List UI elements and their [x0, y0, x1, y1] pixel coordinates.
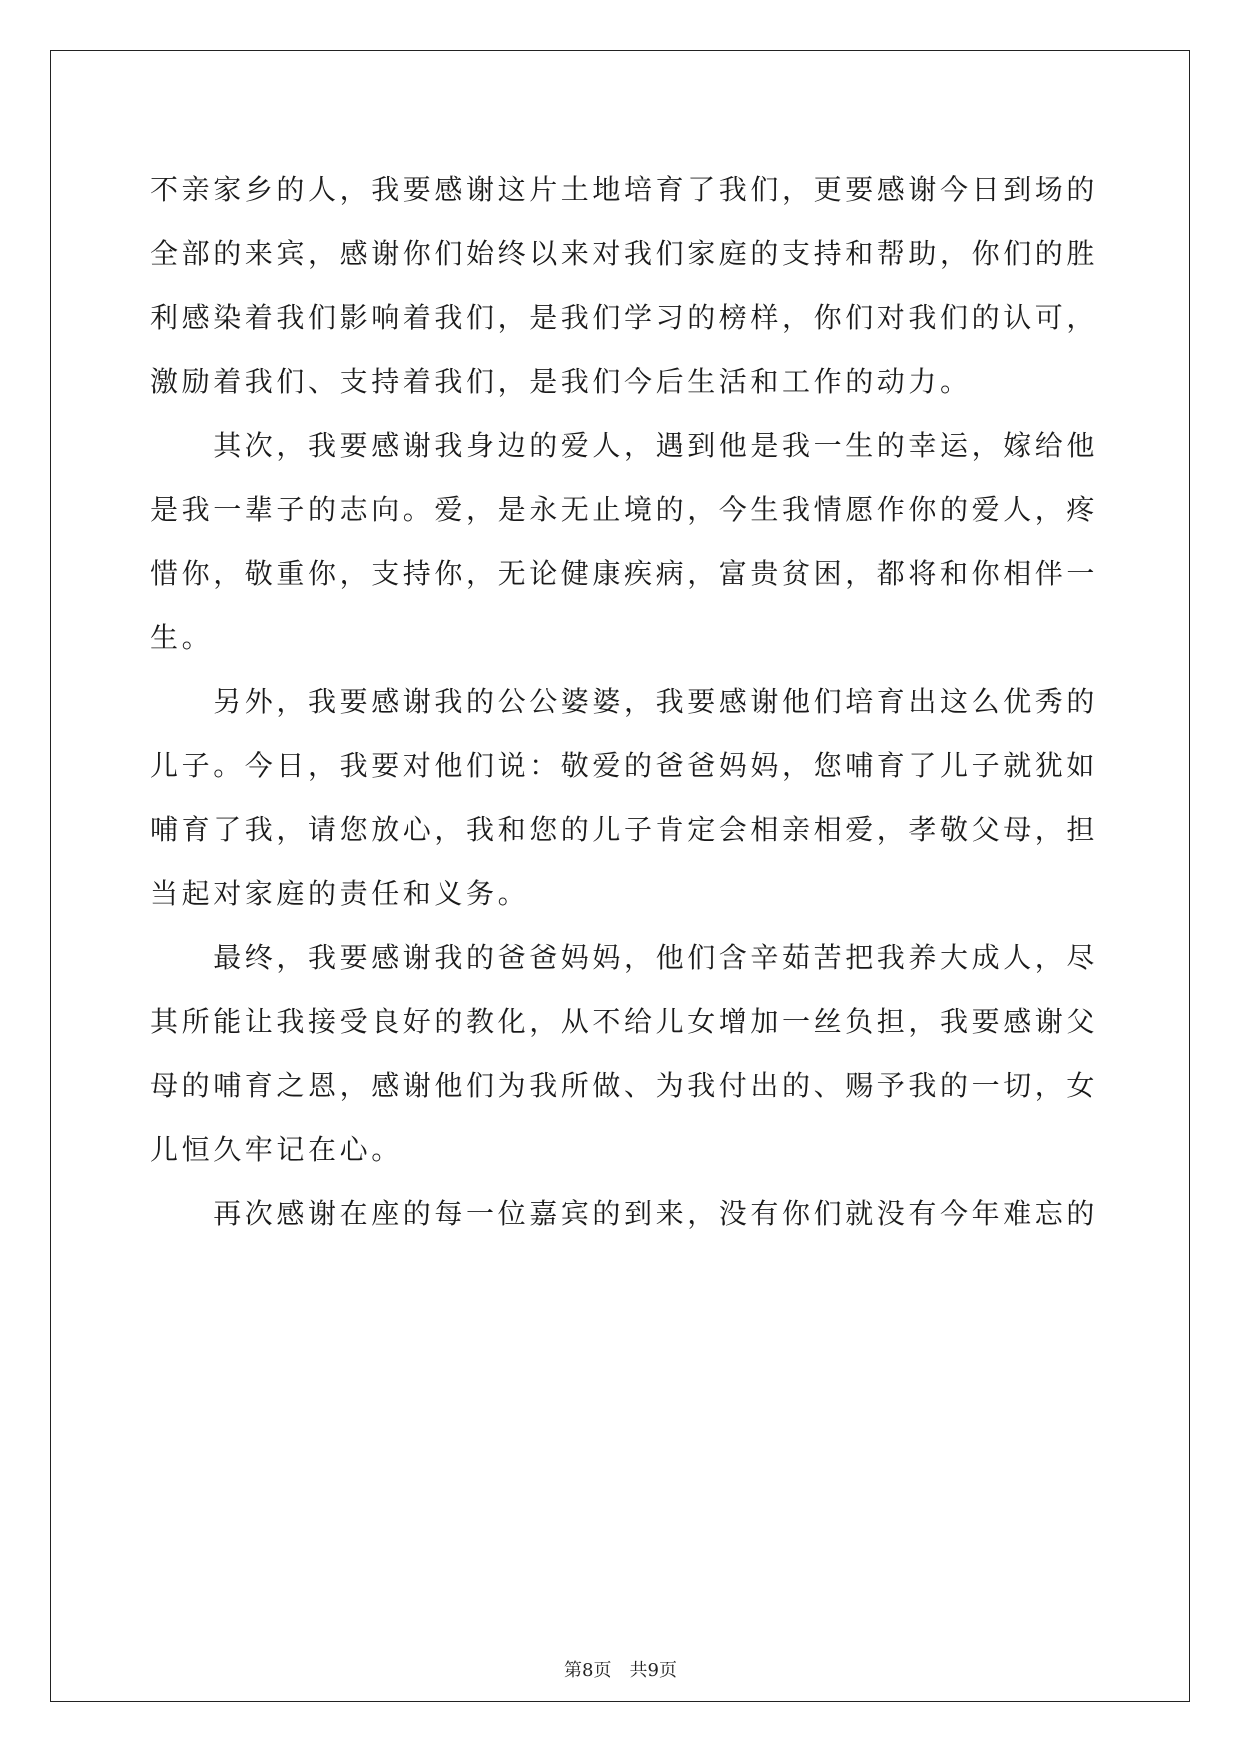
text-line: 其次，我要感谢我身边的爱人，遇到他是我一生的幸运，嫁给他 — [150, 429, 1099, 462]
text-line: 儿恒久牢记在心。 — [150, 1133, 403, 1166]
text-line: 当起对家庭的责任和义务。 — [150, 877, 530, 910]
text-line: 再次感谢在座的每一位嘉宾的到来，没有你们就没有今年难忘的 — [150, 1197, 1099, 1230]
page-number-footer: 第8页 共9页 — [564, 1660, 677, 1681]
text-line: 母的哺育之恩，感谢他们为我所做、为我付出的、赐予我的一切，女 — [150, 1069, 1099, 1102]
text-line: 哺育了我，请您放心，我和您的儿子肯定会相亲相爱，孝敬父母，担 — [150, 813, 1099, 846]
text-line: 儿子。今日，我要对他们说：敬爱的爸爸妈妈，您哺育了儿子就犹如 — [150, 749, 1099, 782]
text-line: 利感染着我们影响着我们，是我们学习的榜样，你们对我们的认可， — [150, 301, 1099, 334]
text-line: 最终，我要感谢我的爸爸妈妈，他们含辛茹苦把我养大成人，尽 — [150, 941, 1099, 974]
text-line: 其所能让我接受良好的教化，从不给儿女增加一丝负担，我要感谢父 — [150, 1005, 1099, 1038]
document-body — [150, 158, 1099, 1246]
text-line: 生。 — [150, 621, 214, 654]
text-line: 惜你，敬重你，支持你，无论健康疾病，富贵贫困，都将和你相伴一 — [150, 557, 1099, 590]
text-line: 全部的来宾，感谢你们始终以来对我们家庭的支持和帮助，你们的胜 — [150, 237, 1099, 270]
text-line: 另外，我要感谢我的公公婆婆，我要感谢他们培育出这么优秀的 — [150, 685, 1099, 718]
text-line: 不亲家乡的人，我要感谢这片土地培育了我们，更要感谢今日到场的 — [150, 173, 1099, 206]
text-line: 是我一辈子的志向。爱，是永无止境的，今生我情愿作你的爱人，疼 — [150, 493, 1099, 526]
text-line: 激励着我们、支持着我们，是我们今后生活和工作的动力。 — [150, 365, 972, 398]
